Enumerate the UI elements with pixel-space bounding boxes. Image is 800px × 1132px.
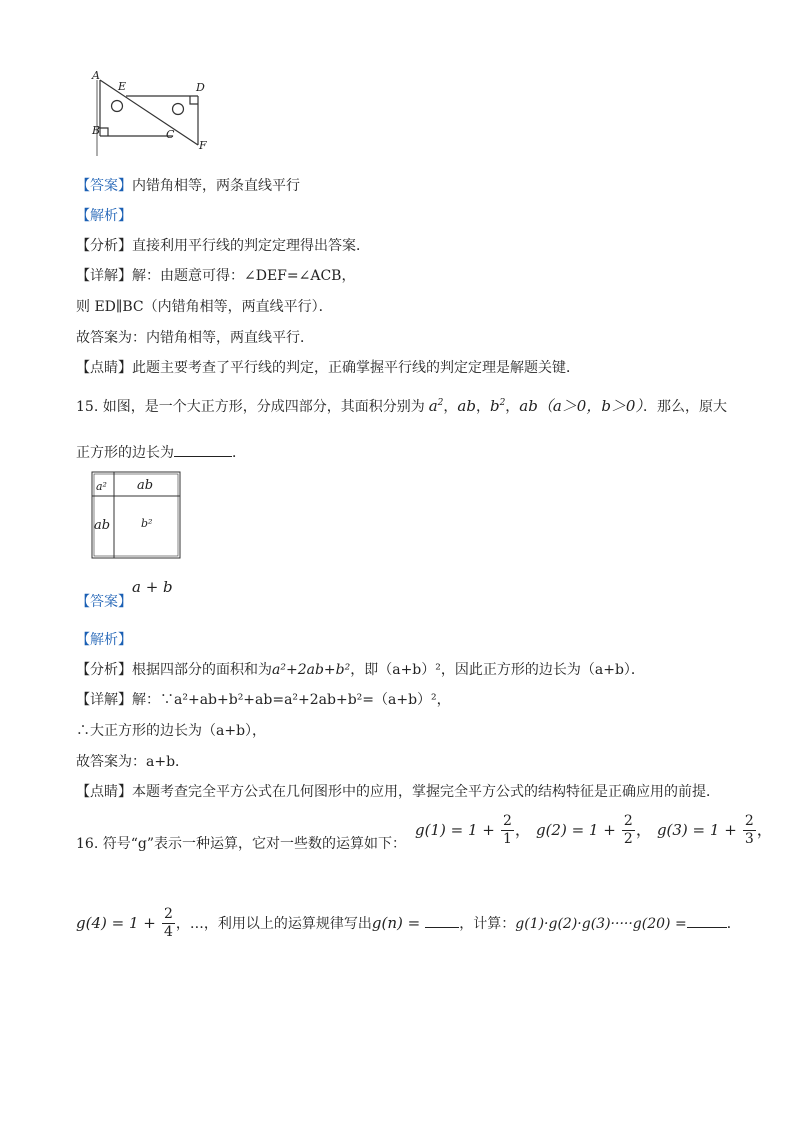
question-text-3: ，计算： [459,916,516,932]
label-c: C [166,128,175,141]
analysis-tag: 【解析】 [76,632,132,648]
answer-blank-1 [425,913,459,928]
dianjing-text: 此题主要考查了平行线的判定，正确掌握平行线的判定定理是解题关键． [132,360,580,376]
right-angle-d [190,96,198,104]
circle-left [112,101,123,112]
geometry-figure [88,66,218,156]
period: ． [232,445,246,461]
separator: ， [635,820,652,839]
fenxi-text: 根据四部分的面积和为 [132,662,272,678]
g-definitions [415,813,773,848]
g1-expr: g(1) = 1 + [415,821,495,839]
exp-a2: 2 [437,398,444,408]
xiangjie-text: 解：由题意可得：∠DEF=∠ACB， [132,268,356,284]
term-ab: ab [457,397,476,415]
solution-line-14b: 则 ED∥BC（内错角相等，两直线平行）． [76,299,333,315]
question-number: 16. [76,836,99,852]
condition: （a＞0，b＞0） [537,397,643,415]
square-figure [88,470,188,562]
label-f: F [199,139,207,152]
answer-line-14 [76,176,300,196]
fenxi-line-14 [76,236,370,256]
line-af [100,80,198,145]
label-e: E [118,80,127,93]
analysis-heading-14 [76,206,132,226]
exp-b2: 2 [499,398,506,408]
answer-tag: 【答案】 [76,178,132,194]
gn-expr: g(n) = [371,914,421,932]
question-text: 如图，是一个大正方形，分成四部分，其面积分别为 [102,399,425,415]
g3-expr: g(3) = 1 + [656,821,737,839]
label-b: B [92,124,101,137]
question-text-2: ，…，利用以上的运算规律写出 [175,916,372,932]
dianjing-line-15 [76,782,720,802]
solution-line-15c: 故答案为：a+b． [76,754,190,770]
product-expr: g(1)·g(2)·g(3)·····g(20) = [515,916,687,932]
fenxi-text: 直接利用平行线的判定定理得出答案． [132,238,370,254]
answer-blank [174,442,232,457]
cell-ab-top: ab [137,478,154,493]
dianjing-tag: 【点睛】 [76,360,132,376]
g3-denominator: 3 [744,831,754,847]
g4-numerator: 2 [163,906,173,922]
g2-expr: g(2) = 1 + [535,821,616,839]
fenxi-tag: 【分析】 [76,662,132,678]
g4-denominator: 4 [163,924,173,940]
separator: ， [514,820,531,839]
dianjing-line-14 [76,358,580,378]
xiangjie-line-15 [76,690,451,710]
question-text-3: 正方形的边长为 [76,445,174,461]
question-16-line-2 [76,906,741,941]
answer-line-15 [76,592,132,612]
separator: ， [756,820,773,839]
cell-b2: b² [141,517,153,530]
answer-expression-15: a + b [132,578,173,596]
g4-expr: g(4) = 1 + [76,914,156,932]
fenxi-expression: a²+2ab+b² [272,662,351,678]
g1-denominator: 1 [502,831,512,847]
period: ． [726,916,741,932]
analysis-heading-15 [76,630,132,650]
question-15-line-2 [76,442,246,463]
label-d: D [196,81,205,94]
fenxi-tag: 【分析】 [76,238,132,254]
xiangjie-tag: 【详解】 [76,692,132,708]
xiangjie-text: 解：∵a²+ab+b²+ab=a²+2ab+b²=（a+b）²， [132,692,451,708]
question-text-2: ．那么，原大 [642,399,727,415]
term-b2: b [489,397,500,415]
cell-ab-left: ab [94,518,111,533]
xiangjie-line-14 [76,266,355,286]
dianjing-text: 本题考查完全平方公式在几何图形中的应用，掌握完全平方公式的结构特征是正确应用的前提． [132,784,720,800]
g2-numerator: 2 [623,813,633,829]
right-angle-b [100,128,108,136]
question-text: 符号“g”表示一种运算，它对一些数的运算如下： [102,836,406,852]
solution-line-14c: 故答案为：内错角相等，两直线平行． [76,330,314,346]
solution-line-15b: ∴大正方形的边长为（a+b）， [76,723,267,739]
answer-tag: 【答案】 [76,594,132,610]
xiangjie-tag: 【详解】 [76,268,132,284]
cell-a2: a² [96,480,107,493]
term-a2: a [428,397,438,415]
question-16-line-1 [76,834,406,854]
fenxi-line-15 [76,660,645,680]
analysis-tag: 【解析】 [76,208,132,224]
answer-blank-2 [687,913,727,928]
g2-denominator: 2 [623,831,633,847]
circle-right [173,104,184,115]
g1-numerator: 2 [502,813,512,829]
label-a: A [92,69,100,82]
dianjing-tag: 【点睛】 [76,784,132,800]
g3-numerator: 2 [744,813,754,829]
answer-text: 内错角相等，两条直线平行 [132,178,300,194]
term-ab-2: ab [519,397,538,415]
fenxi-text-2: ，即（a+b）²，因此正方形的边长为（a+b）． [350,662,645,678]
question-number: 15. [76,399,99,415]
question-15-line-1: 15. 如图，是一个大正方形，分成四部分，其面积分别为 $a^2$，ab，$b^2$，ab（a＞0，b＞0）．那么，原大 [76,397,727,415]
